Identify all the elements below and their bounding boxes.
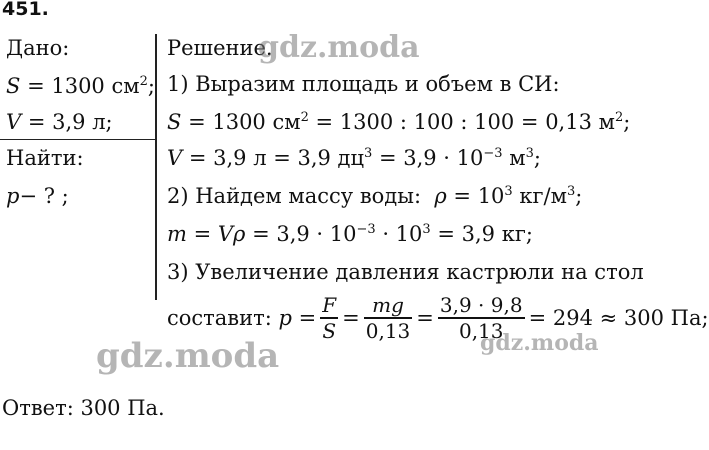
horizontal-divider [0,139,155,140]
find-label: Найти: [6,146,84,170]
vertical-divider [155,34,157,300]
answer-line: Ответ: 300 Па. [2,396,165,420]
step2-text: 2) Найдем массу воды: $\rho = 10^3$ $кг/м^3$; [167,184,583,208]
equation-mass: $m = V\rho = 3,9 \cdot 10^{-3} \cdot 10^3 = 3,9$ кг; [167,222,533,246]
given-label: Дано: [6,36,70,60]
given-volume: V = 3,9 л; [6,110,113,134]
fraction-mg-over-area: $\frac{mg}{0,13}$ [365,293,411,343]
given-area: S = 1300 $см^2$; [6,74,155,98]
watermark-top: gdz.moda [258,30,420,65]
watermark-right: gdz.moda [480,330,599,356]
watermark-left: gdz.moda [96,336,280,376]
find-pressure: p− ? ; [6,184,69,208]
step1-text: 1) Выразим площадь и объем в СИ: [167,72,560,96]
problem-number: 451. [2,0,49,20]
equation-pressure: составит: p = $\frac{F}{S}$ = $\frac{mg}{0,13}$ = $\frac{3,9 \cdot 9,8}{0,13}$ = 294 ≈ 300 Па; [167,293,709,343]
solution-label: Решение. [167,36,273,60]
equation-volume: V = 3,9 л = 3,9 $дц^3 = 3,9 \cdot 10^{-3}$ $м^3$; [167,146,541,170]
fraction-numeric: $\frac{3,9 \cdot 9,8}{0,13}$ [439,293,523,343]
fraction-f-over-s: $\frac{F}{S}$ [322,293,337,343]
equation-area: S = 1300 $см^2 = 1300$ : 100 : 100 = 0,13 $м^2$; [167,110,631,134]
step3-text: 3) Увеличение давления кастрюли на стол [167,260,644,284]
